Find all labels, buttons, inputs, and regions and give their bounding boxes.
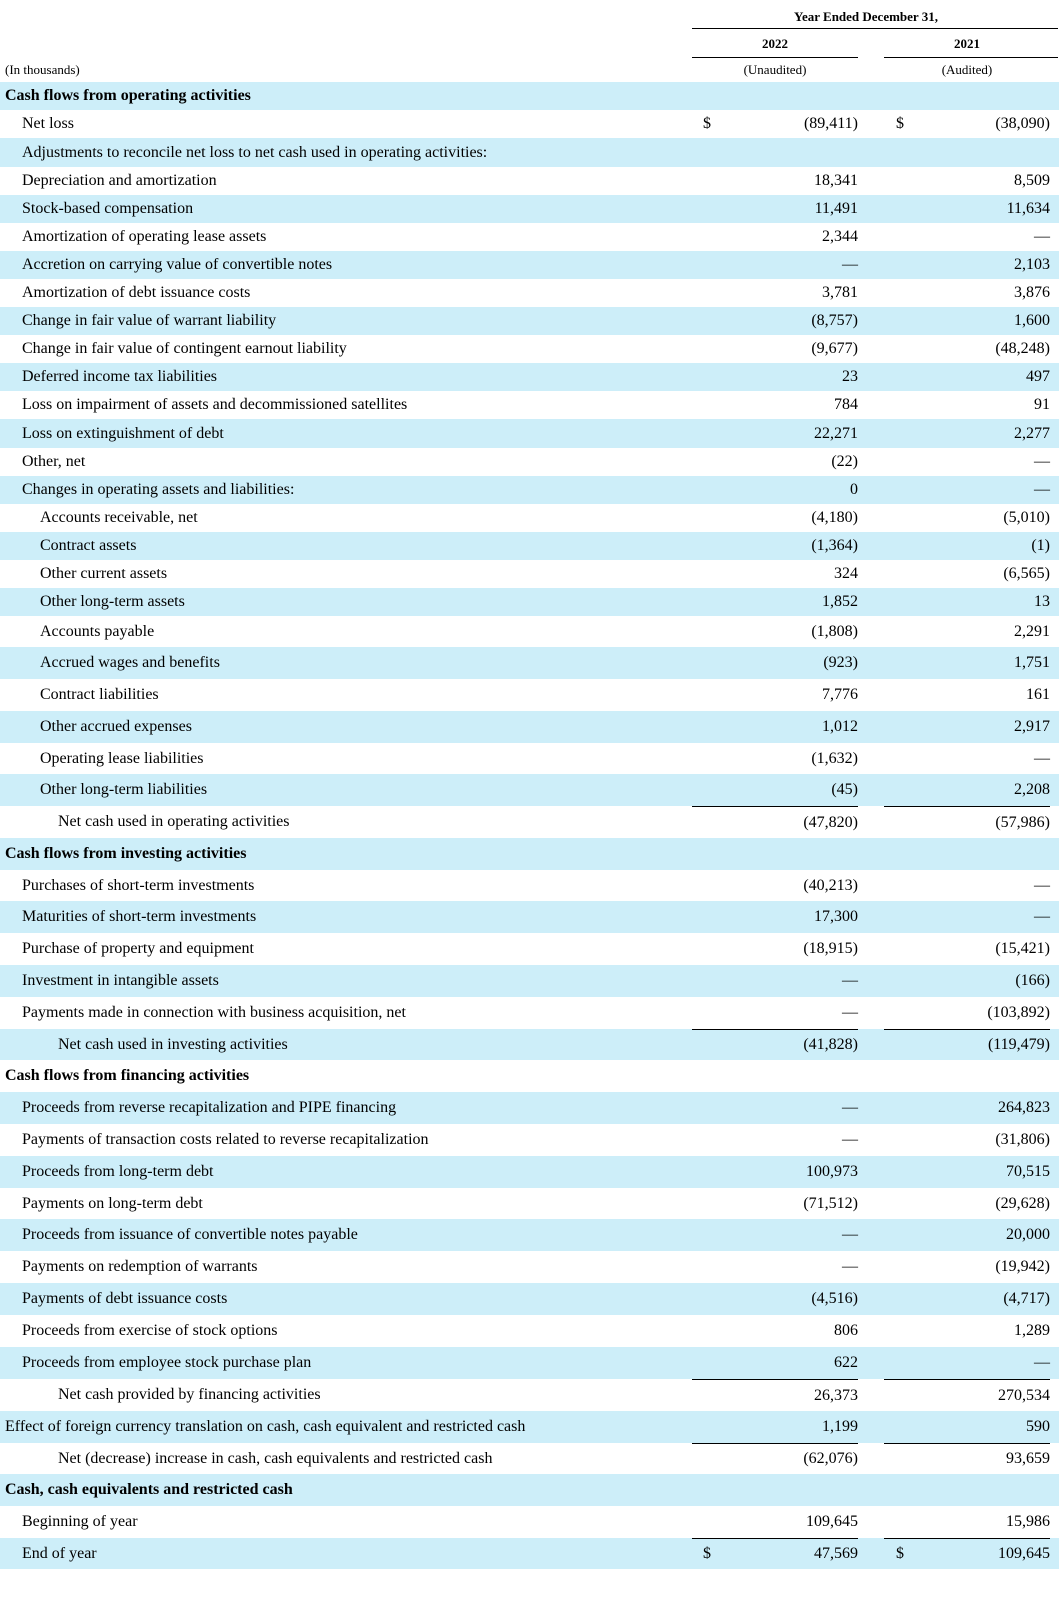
row-label: Purchases of short-term investments (22, 876, 255, 894)
value-2022: 23 (842, 368, 858, 385)
table-row (0, 476, 1059, 504)
row-label: End of year (22, 1544, 97, 1562)
value-2022: (40,213) (803, 876, 858, 894)
value-2021: (5,010) (1003, 509, 1050, 526)
value-2022: 100,973 (806, 1163, 858, 1180)
value-2021: (31,806) (995, 1131, 1050, 1148)
value-2021: 93,659 (884, 1443, 1050, 1474)
row-label: Contract assets (40, 537, 137, 554)
row-label: Beginning of year (22, 1513, 138, 1530)
value-2022: (4,180) (811, 509, 858, 526)
table-row (0, 419, 1059, 448)
value-2021: 11,634 (1006, 200, 1050, 217)
value-2021: 3,876 (1014, 284, 1050, 301)
section-header-row (0, 1474, 1059, 1506)
table-row (0, 933, 1059, 965)
total-row (0, 1379, 1059, 1411)
row-label: Proceeds from exercise of stock options (22, 1322, 278, 1339)
row-label: Proceeds from employee stock purchase plan (22, 1354, 312, 1371)
row-label: Other, net (22, 453, 86, 470)
row-label: Maturities of short-term investments (22, 908, 257, 925)
value-2022: (4,516) (811, 1290, 858, 1307)
value-2022: 2,344 (822, 228, 858, 245)
value-2022: 109,645 (806, 1513, 858, 1530)
header-rule-top (692, 28, 1058, 29)
total-row (0, 806, 1059, 838)
col2-status: (Audited) (941, 62, 993, 77)
table-row (0, 560, 1059, 588)
value-2021: (119,479) (884, 1029, 1050, 1060)
table-row (0, 307, 1059, 335)
value-2022: (923) (823, 654, 858, 671)
value-2021: 2,208 (1014, 781, 1050, 798)
value-2022: (71,512) (803, 1194, 858, 1212)
table-row (0, 363, 1059, 391)
total-row (0, 1538, 1059, 1569)
col1-year: 2022 (762, 36, 788, 51)
header-rule-col1 (692, 57, 858, 58)
row-label: Operating lease liabilities (40, 749, 204, 767)
row-label: Payments on long-term debt (22, 1194, 203, 1212)
value-2021: (19,942) (995, 1258, 1050, 1275)
row-label: Cash flows from financing activities (5, 1067, 250, 1084)
row-label: Cash, cash equivalents and restricted cash (5, 1481, 293, 1498)
col2-year: 2021 (954, 36, 980, 51)
table-row (0, 1124, 1059, 1156)
table-row (0, 1347, 1059, 1379)
value-2021: 2,917 (1014, 718, 1050, 735)
value-2021: 264,823 (998, 1099, 1050, 1116)
value-2022: — (842, 972, 858, 989)
value-2021: (48,248) (995, 340, 1050, 357)
table-row (0, 504, 1059, 532)
value-2022: 0 (850, 481, 858, 498)
total-row (0, 1029, 1059, 1060)
value-2022: 1,199 (822, 1418, 858, 1435)
row-label: Accretion on carrying value of convertible notes (22, 256, 333, 273)
value-2021: 109,645 (884, 1538, 1050, 1569)
value-2022: — (842, 1258, 858, 1275)
table-row (0, 616, 1059, 647)
value-2021: 1,289 (1014, 1322, 1050, 1339)
row-label: Effect of foreign currency translation on cash, cash equivalent and restricted cash (5, 1418, 526, 1435)
value-2021: 2,277 (1014, 424, 1050, 442)
value-2022: 1,852 (822, 593, 858, 610)
table-row (0, 1506, 1059, 1538)
value-2022: 22,271 (814, 424, 858, 442)
value-2022: 7,776 (822, 686, 858, 703)
row-label: Contract liabilities (40, 686, 159, 703)
value-2022: 806 (834, 1322, 858, 1339)
value-2021: — (1034, 481, 1050, 498)
value-2021: (38,090) (995, 115, 1050, 132)
value-2021: 20,000 (1006, 1226, 1050, 1243)
table-row (0, 110, 1059, 138)
row-label: Proceeds from issuance of convertible notes payable (22, 1226, 358, 1243)
value-2021: — (1034, 876, 1050, 894)
row-label: Other accrued expenses (40, 718, 192, 735)
value-2021: — (1034, 453, 1050, 470)
row-label: Other long-term liabilities (40, 781, 208, 798)
table-row (0, 167, 1059, 195)
row-label: Depreciation and amortization (22, 172, 217, 189)
row-label: Net cash used in investing activities (58, 1035, 288, 1053)
value-2021: — (1034, 228, 1050, 245)
table-row (0, 901, 1059, 933)
table-row (0, 774, 1059, 806)
value-2021: 70,515 (1006, 1163, 1050, 1180)
table-row (0, 138, 1059, 167)
value-2022: 26,373 (692, 1379, 858, 1411)
row-label: Purchase of property and equipment (22, 940, 254, 957)
value-2021: (15,421) (995, 940, 1050, 957)
value-2021: (6,565) (1003, 565, 1050, 582)
row-label: Accounts receivable, net (40, 509, 198, 526)
row-label: Change in fair value of warrant liability (22, 312, 277, 329)
row-label: Stock-based compensation (22, 200, 194, 217)
value-2021: (166) (1015, 972, 1050, 989)
value-2021: (57,986) (884, 806, 1050, 838)
table-row (0, 335, 1059, 363)
row-label: Accounts payable (40, 622, 155, 640)
value-2022: 3,781 (822, 284, 858, 301)
currency-symbol-2021: $ (896, 1544, 904, 1562)
value-2022: (22) (831, 453, 858, 470)
row-label: Net loss (22, 115, 74, 132)
value-2021: 13 (1034, 593, 1050, 610)
value-2021: (103,892) (987, 1004, 1050, 1021)
value-2021: (1) (1031, 537, 1050, 554)
row-label: Investment in intangible assets (22, 972, 219, 989)
value-2022: (41,828) (692, 1029, 858, 1060)
value-2022: (9,677) (811, 340, 858, 357)
value-2022: 17,300 (814, 908, 858, 925)
row-label: Proceeds from long-term debt (22, 1163, 214, 1180)
value-2021: — (1034, 1354, 1050, 1371)
row-label: Loss on extinguishment of debt (22, 424, 224, 442)
value-2022: — (842, 256, 858, 273)
value-2022: — (842, 1004, 858, 1021)
value-2021: 497 (1026, 368, 1050, 385)
total-row (0, 1443, 1059, 1474)
value-2022: (62,076) (692, 1443, 858, 1474)
table-row (0, 251, 1059, 279)
row-label: Accrued wages and benefits (40, 654, 220, 671)
value-2022: — (842, 1226, 858, 1243)
row-label: Payments of transaction costs related to reverse recapitalization (22, 1131, 429, 1148)
value-2021: 270,534 (884, 1379, 1050, 1411)
value-2022: 47,569 (692, 1538, 858, 1569)
table-row (0, 532, 1059, 560)
table-row (0, 391, 1059, 419)
row-label: Change in fair value of contingent earnout liability (22, 340, 347, 357)
row-label: Amortization of operating lease assets (22, 228, 267, 245)
table-row (0, 223, 1059, 251)
table-row (0, 1219, 1059, 1251)
row-label: Loss on impairment of assets and decommissioned satellites (22, 396, 408, 413)
header-rule-col2 (884, 57, 1058, 58)
table-row (0, 279, 1059, 307)
row-label: Amortization of debt issuance costs (22, 284, 251, 301)
value-2022: (47,820) (692, 806, 858, 838)
table-row (0, 1283, 1059, 1315)
value-2022: 11,491 (814, 200, 858, 217)
table-row (0, 711, 1059, 743)
table-row (0, 647, 1059, 679)
table-row (0, 1188, 1059, 1219)
value-2022: (8,757) (811, 312, 858, 329)
section-header-row (0, 82, 1059, 110)
value-2021: 15,986 (1006, 1513, 1050, 1530)
value-2022: (89,411) (803, 115, 858, 132)
row-label: Adjustments to reconcile net loss to net cash used in operating activities: (22, 143, 488, 161)
value-2022: 1,012 (822, 718, 858, 735)
section-header-row (0, 1060, 1059, 1092)
value-2022: (45) (831, 781, 858, 798)
table-row (0, 997, 1059, 1029)
value-2021: 1,600 (1014, 312, 1050, 329)
value-2022: 622 (834, 1354, 858, 1371)
currency-symbol-2022: $ (703, 1544, 711, 1562)
value-2022: — (842, 1099, 858, 1116)
table-row (0, 1411, 1059, 1443)
value-2022: (1,632) (811, 749, 858, 767)
value-2021: 1,751 (1014, 654, 1050, 671)
table-row (0, 1156, 1059, 1188)
table-row (0, 1315, 1059, 1347)
value-2021: 8,509 (1014, 172, 1050, 189)
value-2021: (29,628) (995, 1194, 1050, 1212)
row-label: Net cash used in operating activities (58, 813, 290, 830)
value-2021: 590 (1026, 1418, 1050, 1435)
table-row (0, 679, 1059, 711)
value-2021: — (1034, 908, 1050, 925)
value-2021: 2,291 (1014, 622, 1050, 640)
units-note: (In thousands) (5, 62, 80, 77)
row-label: Other long-term assets (40, 593, 185, 610)
value-2022: (1,808) (811, 622, 858, 640)
value-2022: 784 (834, 396, 858, 413)
section-header-row (0, 838, 1059, 870)
value-2021: 91 (1034, 396, 1050, 413)
row-label: Cash flows from investing activities (5, 845, 247, 862)
row-label: Net cash provided by financing activities (58, 1386, 321, 1403)
value-2022: 324 (834, 565, 858, 582)
row-label: Changes in operating assets and liabilities: (22, 481, 295, 498)
value-2022: (1,364) (811, 537, 858, 554)
table-row (0, 195, 1059, 223)
table-row (0, 965, 1059, 997)
table-row (0, 870, 1059, 901)
row-label: Other current assets (40, 565, 168, 582)
table-row (0, 448, 1059, 476)
value-2021: 2,103 (1014, 256, 1050, 273)
row-label: Deferred income tax liabilities (22, 368, 218, 385)
col1-status: (Unaudited) (743, 62, 807, 77)
value-2021: — (1034, 749, 1050, 767)
value-2022: 18,341 (814, 172, 858, 189)
value-2021: (4,717) (1003, 1290, 1050, 1307)
row-label: Payments of debt issuance costs (22, 1290, 228, 1307)
row-label: Payments on redemption of warrants (22, 1258, 258, 1275)
value-2022: (18,915) (803, 940, 858, 957)
currency-symbol-2022: $ (703, 115, 711, 132)
table-row (0, 1251, 1059, 1283)
table-row (0, 588, 1059, 616)
period-title: Year Ended December 31, (794, 9, 938, 24)
row-label: Proceeds from reverse recapitalization and PIPE financing (22, 1099, 397, 1116)
table-row (0, 1092, 1059, 1124)
row-label: Payments made in connection with business acquisition, net (22, 1004, 406, 1021)
value-2022: — (842, 1131, 858, 1148)
table-row (0, 743, 1059, 774)
currency-symbol-2021: $ (896, 115, 904, 132)
row-label: Net (decrease) increase in cash, cash equivalents and restricted cash (58, 1449, 493, 1467)
row-label: Cash flows from operating activities (5, 87, 251, 104)
value-2021: 161 (1026, 686, 1050, 703)
